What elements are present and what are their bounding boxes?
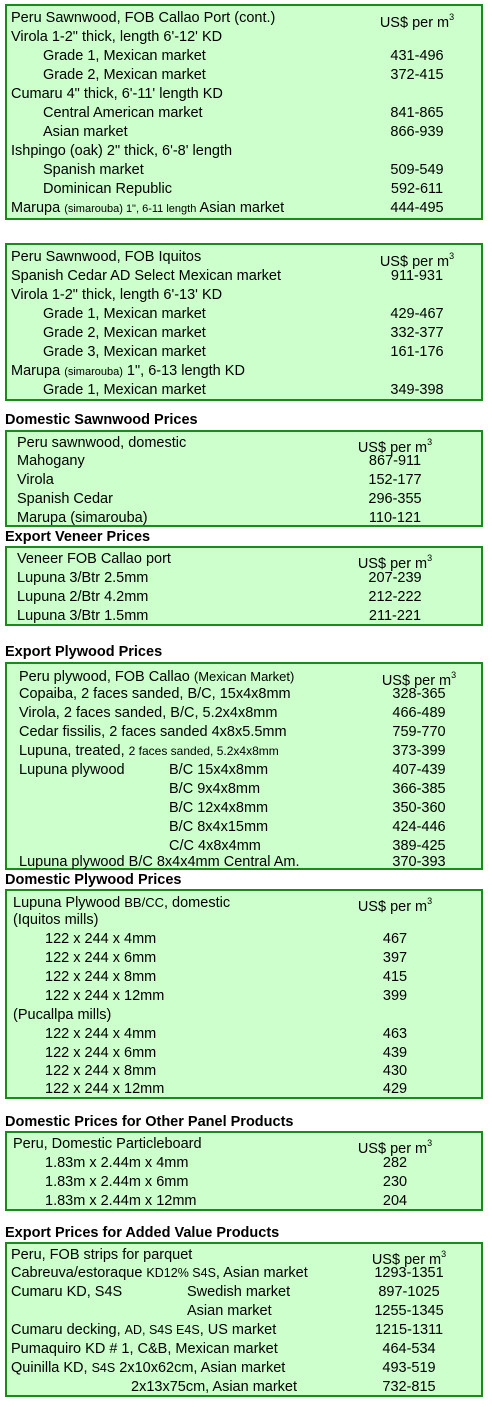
section-title-other-panels: Domestic Prices for Other Panel Products bbox=[5, 1114, 294, 1130]
table-domestic-plywood bbox=[5, 889, 483, 1099]
table-row: Cumaru 4" thick, 6'-11' length KD bbox=[11, 86, 223, 102]
table-row: Mahogany 867-911 bbox=[17, 453, 422, 469]
table-row: Virola 152-177 bbox=[17, 472, 422, 488]
table-row: C/C 4x8x4mm 389-425 bbox=[169, 838, 446, 854]
table-row: Marupa (simarouba) 1", 6-11 length Asian market 444-495 bbox=[11, 200, 444, 216]
table-row: (Pucallpa mills) bbox=[13, 1007, 112, 1023]
table-header: Peru Sawnwood, FOB Iquitos US$ per $m^3$ bbox=[7, 248, 481, 267]
table-row: (Iquitos mills) bbox=[13, 912, 99, 928]
section-title-export-veneer: Export Veneer Prices bbox=[5, 529, 151, 545]
table-row: Cumaru KD, S4S Swedish market 897-1025 bbox=[11, 1284, 440, 1300]
table-row: Asian market 866-939 bbox=[43, 124, 444, 140]
table-row: Spanish Cedar AD Select Mexican market 911-931 bbox=[11, 268, 444, 284]
table-row: 122 x 244 x 6mm 439 bbox=[45, 1045, 408, 1061]
table-domestic-sawnwood bbox=[5, 430, 483, 527]
table-row: Cabreuva/estoraque KD12% S4S, Asian market 1293-1351 bbox=[11, 1265, 444, 1281]
table-row: 122 x 244 x 8mm 415 bbox=[45, 969, 408, 985]
table-row: Lupuna 3/Btr 1.5mm 211-221 bbox=[17, 608, 422, 624]
table-row: Spanish market 509-549 bbox=[43, 162, 444, 178]
section-title-domestic-sawnwood: Domestic Sawnwood Prices bbox=[5, 412, 198, 428]
table-row: B/C 9x4x8mm 366-385 bbox=[169, 781, 446, 797]
section-title-export-plywood: Export Plywood Prices bbox=[5, 644, 163, 660]
table-row: 122 x 244 x 4mm 467 bbox=[45, 931, 408, 947]
table-row: Copaiba, 2 faces sanded, B/C, 15x4x8mm 328-365 bbox=[19, 686, 446, 702]
table-sawnwood-iquitos bbox=[5, 243, 483, 401]
table-row: Virola 1-2" thick, length 6'-13' KD bbox=[11, 287, 223, 303]
table-row: Asian market 1255-1345 bbox=[187, 1303, 444, 1319]
table-row: Lupuna 3/Btr 2.5mm 207-239 bbox=[17, 570, 422, 586]
table-row: Lupuna 2/Btr 4.2mm 212-222 bbox=[17, 589, 422, 605]
table-sawnwood-callao bbox=[5, 4, 483, 220]
table-header: Peru, Domestic Particleboard US$ per $m^3$ bbox=[7, 1135, 481, 1154]
table-particleboard bbox=[5, 1131, 483, 1211]
table-header: Peru sawnwood, domestic US$ per $m^3$ bbox=[7, 434, 481, 453]
table-row: Dominican Republic 592-611 bbox=[43, 181, 444, 197]
table-row: Virola, 2 faces sanded, B/C, 5.2x4x8mm 466-489 bbox=[19, 705, 446, 721]
table-row: Grade 2, Mexican market 332-377 bbox=[43, 325, 444, 341]
section-title-domestic-plywood: Domestic Plywood Prices bbox=[5, 872, 182, 888]
table-row: B/C 12x4x8mm 350-360 bbox=[169, 800, 446, 816]
table-row: Lupuna plywood B/C 8x4x4mm Central Am. 370-393 bbox=[19, 854, 446, 870]
table-row: 122 x 244 x 4mm 463 bbox=[45, 1026, 408, 1042]
unit-label: US$ per $m^3$ bbox=[357, 1138, 433, 1157]
section-title-added-value: Export Prices for Added Value Products bbox=[5, 1225, 280, 1241]
header-label: Peru Sawnwood, FOB Callao Port (cont.) bbox=[11, 10, 276, 26]
table-row: Grade 1, Mexican market 431-496 bbox=[43, 48, 444, 64]
table-row: Grade 1, Mexican market 429-467 bbox=[43, 306, 444, 322]
table-export-veneer bbox=[5, 546, 483, 626]
unit-label: US$ per $m^3$ bbox=[371, 1249, 447, 1268]
table-row: Grade 3, Mexican market 161-176 bbox=[43, 344, 444, 360]
unit-label: US$ per $m^3$ bbox=[357, 896, 433, 915]
table-row: Grade 2, Mexican market 372-415 bbox=[43, 67, 444, 83]
table-export-plywood bbox=[5, 662, 483, 870]
table-row: Central American market 841-865 bbox=[43, 105, 444, 121]
table-row: Grade 1, Mexican market 349-398 bbox=[43, 382, 444, 398]
table-row: Virola 1-2" thick, length 6'-12' KD bbox=[11, 29, 223, 45]
table-row: 1.83m x 2.44m x 12mm 204 bbox=[45, 1193, 408, 1209]
table-row: Spanish Cedar 296-355 bbox=[17, 491, 422, 507]
table-row: Pumaquiro KD # 1, C&B, Mexican market 464-534 bbox=[11, 1341, 436, 1357]
table-row: 2x13x75cm, Asian market 732-815 bbox=[131, 1379, 436, 1395]
table-row: 122 x 244 x 12mm 399 bbox=[45, 988, 408, 1004]
table-header: Peru plywood, FOB Callao (Mexican Market) US$ per $m^3$ bbox=[7, 667, 481, 686]
table-row: Lupuna plywood B/C 15x4x8mm 407-439 bbox=[19, 762, 446, 778]
table-row: Marupa (simarouba) 1", 6-13 length KD bbox=[11, 363, 245, 379]
unit-label: US$ per $m^3$ bbox=[379, 12, 455, 31]
table-row: Marupa (simarouba) 110-121 bbox=[17, 510, 422, 526]
table-row: 122 x 244 x 6mm 397 bbox=[45, 950, 408, 966]
unit-label: US$ per $m^3$ bbox=[357, 553, 433, 572]
table-header: Peru, FOB strips for parquet US$ per $m^3$ bbox=[7, 1246, 481, 1265]
unit-label: US$ per $m^3$ bbox=[379, 251, 455, 270]
table-row: B/C 8x4x15mm 424-446 bbox=[169, 819, 446, 835]
table-row: Cumaru decking, AD, S4S E4S, US market 1215-1311 bbox=[11, 1322, 444, 1338]
table-header bbox=[7, 9, 481, 31]
table-row: Cedar fissilis, 2 faces sanded 4x8x5.5mm 759-770 bbox=[19, 724, 446, 740]
table-row: 1.83m x 2.44m x 4mm 282 bbox=[45, 1155, 408, 1171]
table-row: Lupuna, treated, 2 faces sanded, 5.2x4x8mm 373-399 bbox=[19, 743, 446, 759]
table-added-value bbox=[5, 1242, 483, 1397]
table-header: Lupuna Plywood BB/CC, domestic US$ per $m^3$ bbox=[7, 893, 481, 912]
table-row: 1.83m x 2.44m x 6mm 230 bbox=[45, 1174, 408, 1190]
unit-label: US$ per $m^3$ bbox=[357, 437, 433, 456]
unit-label: US$ per $m^3$ bbox=[381, 670, 457, 689]
table-row: Quinilla KD, S4S 2x10x62cm, Asian market 493-519 bbox=[11, 1360, 436, 1376]
table-row: 122 x 244 x 12mm 429 bbox=[45, 1081, 408, 1097]
table-row: 122 x 244 x 8mm 430 bbox=[45, 1063, 408, 1079]
table-header: Veneer FOB Callao port US$ per $m^3$ bbox=[7, 550, 481, 569]
table-row: Ishpingo (oak) 2" thick, 6'-8' length bbox=[11, 143, 233, 159]
